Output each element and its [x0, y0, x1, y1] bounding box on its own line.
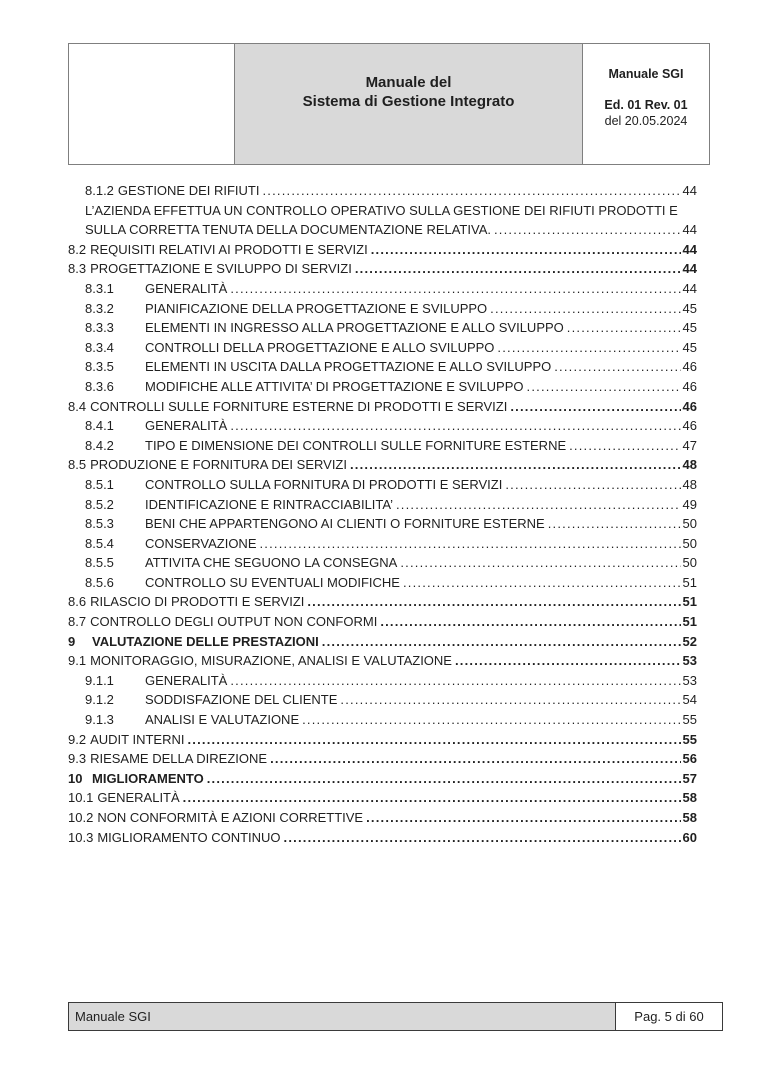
toc-entry-number: 8.5.3 [85, 516, 114, 532]
dot-leader [355, 259, 681, 279]
toc-entry-page: 44 [682, 241, 697, 257]
toc-entry[interactable] [68, 828, 697, 848]
toc-entry-number: 8.3.5 [85, 359, 114, 375]
toc-entry[interactable] [68, 475, 697, 495]
toc-entry[interactable] [68, 397, 697, 417]
toc-entry-page: 50 [682, 535, 697, 551]
dot-leader [455, 651, 681, 671]
toc-entry-page: 60 [682, 829, 697, 845]
toc-entry[interactable] [68, 220, 697, 240]
toc-entry-page: 47 [682, 437, 697, 453]
toc-entry-title: CONSERVAZIONE [145, 535, 257, 551]
toc-entry[interactable] [68, 318, 697, 338]
toc-entry-page: 44 [682, 222, 697, 238]
logo-placeholder [69, 44, 234, 164]
toc-entry-page: 56 [682, 751, 697, 767]
toc-entry[interactable] [68, 240, 697, 260]
toc-entry-title: MODIFICHE ALLE ATTIVITA’ DI PROGETTAZIONE E SVILUPPO [145, 378, 524, 394]
toc-entry-page: 51 [682, 594, 697, 610]
toc-entry-number: 8.1.2 [85, 183, 114, 198]
dot-leader [284, 828, 681, 848]
toc-entry-number: 8.5.4 [85, 535, 114, 551]
toc-entry[interactable] [68, 181, 697, 201]
toc-entry-number: 8.5.2 [85, 496, 114, 512]
toc-entry-page: 46 [682, 398, 697, 414]
toc-entry[interactable] [68, 592, 697, 612]
toc-entry[interactable] [68, 259, 697, 279]
toc-entry-title: SULLA CORRETTA TENUTA DELLA DOCUMENTAZIONE RELATIVA. [85, 222, 491, 238]
doc-code: Manuale SGI [608, 67, 684, 81]
toc-entry[interactable] [68, 749, 697, 769]
toc-entry-page: 44 [682, 280, 697, 296]
toc-entry[interactable] [68, 553, 697, 573]
document-header [68, 43, 710, 165]
dot-leader [527, 377, 681, 397]
toc-entry-title: MIGLIORAMENTO [92, 770, 204, 786]
dot-leader [403, 573, 681, 593]
dot-leader [567, 318, 681, 338]
toc-entry-page: 45 [682, 320, 697, 336]
toc-entry-number: 8.7 [68, 614, 87, 630]
toc-entry-number: 8.3.6 [85, 378, 114, 394]
toc-entry-number: 10.3 [68, 829, 94, 845]
toc-entry-page: 55 [682, 712, 697, 728]
dot-leader [494, 220, 681, 240]
toc-entry-title: ANALISI E VALUTAZIONE [145, 712, 300, 728]
toc-entry-title: GENERALITÀ [145, 280, 228, 296]
toc-entry[interactable] [68, 495, 697, 515]
toc-entry[interactable] [68, 357, 697, 377]
footer-doc-code: Manuale SGI [75, 1009, 151, 1024]
toc-entry-title: ATTIVITA CHE SEGUONO LA CONSEGNA [145, 555, 398, 571]
document-title [234, 44, 583, 164]
toc-entry-page: 58 [682, 790, 697, 806]
toc-entry-title: ELEMENTI IN USCITA DALLA PROGETTAZIONE E ALLO SVILUPPO [145, 359, 552, 375]
toc-entry-page: 50 [682, 516, 697, 532]
toc-entry-page: 51 [682, 614, 697, 630]
document-title-line1: Manuale del [365, 74, 452, 91]
toc-entry-page: 54 [682, 692, 697, 708]
toc-entry[interactable] [68, 769, 697, 789]
toc-entry[interactable] [68, 612, 697, 632]
toc-entry-number: 9.1.3 [85, 712, 114, 728]
document-meta [583, 44, 709, 164]
toc-entry-number: 8.5 [68, 457, 87, 473]
toc-entry-title: VALUTAZIONE DELLE PRESTAZIONI [92, 633, 319, 649]
toc-entry[interactable] [68, 436, 697, 456]
toc-entry[interactable] [68, 534, 697, 554]
toc-entry-title: ELEMENTI IN INGRESSO ALLA PROGETTAZIONE E ALLO SVILUPPO [145, 320, 564, 336]
dot-leader [230, 279, 680, 299]
toc-entry-number: 9.1.1 [85, 672, 114, 688]
toc-entry-number: 8.4.2 [85, 437, 114, 453]
dot-leader [230, 416, 680, 436]
toc-entry[interactable] [68, 788, 697, 808]
dot-leader [497, 338, 680, 358]
toc-entry[interactable] [68, 279, 697, 299]
toc-entry[interactable] [68, 651, 697, 671]
footer-page-number: Pag. 5 di 60 [634, 1009, 704, 1024]
toc-entry[interactable] [68, 299, 697, 319]
toc-entry-title: CONTROLLO SU EVENTUALI MODIFICHE [145, 574, 400, 590]
toc-entry-page: 49 [682, 496, 697, 512]
toc-entry-number: 8.3.3 [85, 320, 114, 336]
dot-leader [396, 495, 681, 515]
toc-entry-title: PRODUZIONE E FORNITURA DEI SERVIZI [90, 457, 347, 473]
toc-entry[interactable] [68, 808, 697, 828]
toc-entry-title: SODDISFAZIONE DEL CLIENTE [145, 692, 338, 708]
toc-entry-title: AUDIT INTERNI [90, 731, 185, 747]
dot-leader [187, 730, 680, 750]
toc-entry[interactable] [68, 710, 697, 730]
toc-entry-number: 9 [68, 633, 76, 649]
toc-entry-title: TIPO E DIMENSIONE DEI CONTROLLI SULLE FORNITURE ESTERNE [145, 437, 567, 453]
toc-entry-page: 57 [682, 770, 697, 786]
toc-entry-title: MONITORAGGIO, MISURAZIONE, ANALISI E VALUTAZIONE [90, 653, 452, 669]
dot-leader [302, 710, 680, 730]
dot-leader [340, 690, 680, 710]
toc-entry-title: IDENTIFICAZIONE E RINTRACCIABILITA’ [145, 496, 393, 512]
dot-leader [505, 475, 680, 495]
toc-entry[interactable] [68, 338, 697, 358]
toc-entry[interactable] [68, 377, 697, 397]
toc-entry-number: 9.1 [68, 653, 87, 669]
toc-entry[interactable] [68, 730, 697, 750]
toc-entry-title: CONTROLLI SULLE FORNITURE ESTERNE DI PRODOTTI E SERVIZI [90, 398, 508, 414]
toc-entry-page: 50 [682, 555, 697, 571]
toc-entry[interactable] [68, 671, 697, 691]
toc-entry[interactable] [68, 573, 697, 593]
toc-entry-title: GENERALITÀ [145, 418, 228, 434]
dot-leader [350, 455, 681, 475]
toc-entry-number: 9.3 [68, 751, 87, 767]
dot-leader [259, 534, 680, 554]
dot-leader [307, 592, 680, 612]
dot-leader [366, 808, 680, 828]
toc-entry-title: RILASCIO DI PRODOTTI E SERVIZI [90, 594, 305, 610]
dot-leader [371, 240, 681, 260]
toc-entry-page: 51 [682, 574, 697, 590]
toc-entry-title: BENI CHE APPARTENGONO AI CLIENTI O FORNITURE ESTERNE [145, 516, 545, 532]
toc-entry-title: REQUISITI RELATIVI AI PRODOTTI E SERVIZI [90, 241, 368, 257]
dot-leader [490, 299, 680, 319]
toc-entry-title: CONTROLLI DELLA PROGETTAZIONE E ALLO SVILUPPO [145, 339, 495, 355]
toc-entry-number: 8.4.1 [85, 418, 114, 434]
toc-entry-title: GESTIONE DEI RIFIUTI [117, 183, 260, 198]
toc-entry-page: 46 [682, 378, 697, 394]
toc-entry[interactable] [68, 690, 697, 710]
toc-entry-number: 8.3.2 [85, 300, 114, 316]
dot-leader [380, 612, 680, 632]
toc-entry-title: L’AZIENDA EFFETTUA UN CONTROLLO OPERATIVO SULLA GESTIONE DEI RIFIUTI PRODOTTI E [85, 202, 678, 218]
toc-entry-number: 10.2 [68, 810, 94, 825]
toc-entry[interactable] [68, 201, 697, 221]
dot-leader [548, 514, 681, 534]
toc-entry-title: CONTROLLO SULLA FORNITURA DI PRODOTTI E SERVIZI [145, 476, 503, 492]
toc-entry-title: GENERALITÀ [97, 790, 180, 806]
toc-entry-title: RIESAME DELLA DIREZIONE [90, 751, 268, 767]
toc-entry-number: 8.6 [68, 594, 87, 610]
toc-entry[interactable] [68, 416, 697, 436]
toc-entry-number: 9.1.2 [85, 692, 114, 708]
toc-entry-page: 46 [682, 359, 697, 375]
toc-entry-number: 8.5.5 [85, 555, 114, 571]
dot-leader [400, 553, 680, 573]
toc-entry[interactable] [68, 632, 697, 652]
document-footer [68, 1002, 723, 1031]
footer-page-cell [615, 1003, 722, 1030]
toc-entry-title: MIGLIORAMENTO CONTINUO [97, 829, 281, 845]
toc-entry-page: 48 [682, 457, 697, 473]
footer-doc-code-cell [69, 1003, 615, 1030]
toc-entry[interactable] [68, 455, 697, 475]
dot-leader [270, 749, 680, 769]
dot-leader [230, 671, 680, 691]
toc-entry-title: PROGETTAZIONE E SVILUPPO DI SERVIZI [90, 261, 352, 277]
toc-entry-title: CONTROLLO DEGLI OUTPUT NON CONFORMI [90, 614, 378, 630]
toc-entry-page: 48 [682, 476, 697, 492]
toc-entry-number: 8.5.1 [85, 476, 114, 492]
toc-entry-number: 9.2 [68, 731, 87, 747]
document-title-line2: Sistema di Gestione Integrato [302, 93, 515, 110]
doc-edition: Ed. 01 Rev. 01 [604, 98, 688, 112]
toc-entry-number: 10 [68, 770, 83, 786]
toc-entry[interactable] [68, 514, 697, 534]
toc-entry-number: 10.1 [68, 790, 94, 806]
dot-leader [183, 788, 681, 808]
toc-entry-title: PIANIFICAZIONE DELLA PROGETTAZIONE E SVILUPPO [145, 300, 488, 316]
toc-entry-number: 8.2 [68, 241, 87, 257]
toc-entry-page: 55 [682, 731, 697, 747]
dot-leader [263, 181, 681, 201]
toc-entry-number: 8.3 [68, 261, 87, 277]
toc-entry-number: 8.3.1 [85, 280, 114, 296]
toc-entry-page: 44 [682, 183, 697, 198]
dot-leader [554, 357, 680, 377]
toc-entry-page: 53 [682, 653, 697, 669]
doc-edition-date: del 20.05.2024 [604, 114, 688, 128]
toc-entry-page: 44 [682, 261, 697, 277]
toc-entry-page: 52 [682, 633, 697, 649]
dot-leader [569, 436, 680, 456]
dot-leader [207, 769, 681, 789]
dot-leader [510, 397, 680, 417]
toc-entry-page: 45 [682, 300, 697, 316]
toc-entry-title: GENERALITÀ [145, 672, 228, 688]
toc-entry-page: 46 [682, 418, 697, 434]
toc-entry-number: 8.3.4 [85, 339, 114, 355]
toc-entry-title: NON CONFORMITÀ E AZIONI CORRETTIVE [97, 810, 364, 825]
dot-leader [322, 632, 681, 652]
toc-entry-page: 58 [682, 810, 697, 825]
toc-entry-number: 8.5.6 [85, 574, 114, 590]
table-of-contents [68, 181, 697, 847]
toc-entry-page: 53 [682, 672, 697, 688]
toc-entry-page: 45 [682, 339, 697, 355]
toc-entry-number: 8.4 [68, 398, 87, 414]
